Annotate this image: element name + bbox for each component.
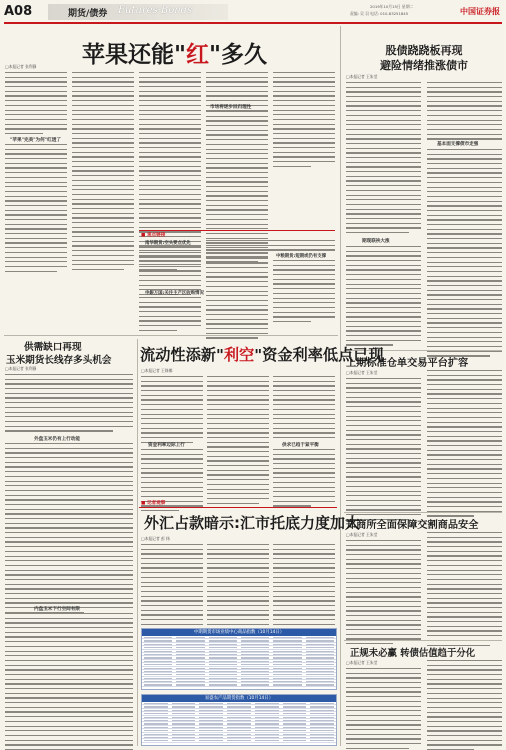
shfe-col-1	[346, 378, 421, 520]
apple-inset-3-text	[139, 297, 201, 331]
date-line: 2019年10月15日 星期二	[370, 4, 414, 9]
bond-col-1b	[346, 246, 421, 346]
agri-index-table-title: 易盛农产品期货指数（10月14日）	[142, 695, 336, 702]
apple-headline	[82, 36, 267, 69]
apple-inset-2: 中粮期货:短期或仍有支撑	[276, 254, 327, 259]
apple-headline-a: 苹果还能"	[82, 42, 186, 68]
brand-col-1	[346, 668, 421, 749]
bond-headline-2: 避险情绪推涨债市	[380, 59, 468, 72]
liquidity-subhead-2: 供求已趋于紧平衡	[282, 443, 319, 448]
apple-viewpoint-label: ■ 观点链接	[141, 233, 166, 238]
liquidity-subhead-1: 资金利率边际上行	[148, 443, 185, 448]
apple-inset-1: 南华期货:空头要点优先	[145, 241, 191, 246]
czce-headline: 郑商所全面保障交割商品安全	[346, 520, 479, 531]
shfe-col-2	[427, 370, 502, 517]
apple-subhead-2: 市场将逐步回归理性	[210, 105, 252, 110]
fx-byline: □本报记者 彭 扬	[141, 536, 170, 541]
bond-col-1	[346, 82, 421, 233]
shfe-headline: 上期标准仓单交易平台扩容	[346, 358, 469, 369]
czce-col-1	[346, 540, 421, 644]
czce-byline: □本报记者 王朱莹	[346, 532, 378, 537]
liquidity-col-2	[207, 376, 269, 504]
fx-col-2	[207, 544, 269, 639]
liquidity-col-3b	[273, 449, 335, 507]
liquidity-headline-a: 流动性添新"	[140, 346, 224, 364]
corn-col-1	[5, 374, 133, 432]
corn-col-1c	[5, 613, 133, 750]
liquidity-byline: □本报记者 王姝娜	[141, 368, 173, 373]
corn-col-1b	[5, 443, 133, 613]
mid-rule-left	[4, 335, 338, 336]
futures-index-table-title: 中期期货市场业绩中心商品指数（10月14日）	[142, 629, 336, 636]
paper-name: 中国证券报	[460, 6, 500, 16]
editor-line: 责编: 吴 羽 电话: 010-83251845	[350, 11, 409, 16]
apple-col-1b	[5, 144, 67, 272]
apple-col-5	[273, 72, 335, 167]
liquidity-col-1	[141, 376, 203, 443]
corn-rule	[137, 339, 138, 746]
corn-byline: □本报记者 张利静	[5, 366, 37, 371]
masthead-rule	[4, 22, 502, 24]
right-rule-3	[344, 640, 502, 641]
fx-col-3	[273, 544, 335, 639]
fx-rule	[139, 507, 337, 508]
apple-inset-2-text	[206, 240, 335, 251]
bond-byline: □本报记者 王朱莹	[346, 74, 378, 79]
brand-col-2	[427, 660, 502, 750]
apple-headline-b: "多久	[208, 42, 267, 68]
liquidity-headline-b: "资金利率低点已现	[254, 346, 384, 364]
apple-subhead-1: "苹果"完美"为何"红透了	[10, 138, 61, 143]
liquidity-headline-mid: 利空	[223, 346, 255, 364]
agri-index-table	[141, 694, 337, 746]
fx-col-1	[141, 544, 203, 639]
apple-byline: □本报记者 张利静	[5, 64, 37, 69]
bond-headline-1: 股债跷跷板再现	[385, 44, 463, 57]
brand-headline: 正规未必赢 转债估值趋于分化	[350, 648, 476, 659]
liquidity-col-3	[273, 376, 335, 438]
apple-inset-2-text-b	[273, 260, 335, 322]
apple-inset-3: 申銀万国:关注主产区收购情况	[145, 291, 204, 296]
right-column-rule	[340, 26, 341, 746]
fx-box-label: ■ 记者观察	[141, 501, 166, 506]
apple-headline-mid: 红	[185, 42, 209, 68]
table-row	[142, 683, 336, 686]
liquidity-headline	[140, 344, 384, 365]
bond-col-2b	[427, 149, 502, 357]
corn-subhead-1: 外盘玉米仍有上行动能	[34, 437, 80, 442]
bond-subhead-1: 期现联袂大涨	[362, 239, 390, 244]
fx-headline: 外汇占款暗示:汇市托底力度加大	[144, 514, 361, 532]
apple-col-1	[5, 72, 67, 134]
corn-subhead-2: 内盘玉米下行空间有限	[34, 607, 80, 612]
apple-inset-1-text	[139, 247, 201, 295]
apple-inset-col-4	[206, 253, 268, 339]
right-rule-2	[344, 512, 502, 513]
apple-col-2	[72, 72, 134, 270]
corn-headline-1: 供需缺口再现	[24, 342, 82, 353]
shfe-byline: □本报记者 王朱莹	[346, 370, 378, 375]
bond-subhead-2: 基本面支撑债市走强	[437, 142, 479, 147]
section-label-en: Futures·Bonds	[118, 5, 193, 16]
corn-headline-2: 玉米期货长线存多头机会	[6, 355, 112, 366]
bond-col-2	[427, 82, 502, 140]
table-row	[142, 739, 336, 742]
futures-index-table	[141, 628, 337, 690]
section-label: 期货/债券	[68, 9, 108, 19]
page-code: A08	[4, 4, 33, 19]
brand-byline: □本报记者 王朱莹	[346, 660, 378, 665]
czce-col-2	[427, 532, 502, 646]
